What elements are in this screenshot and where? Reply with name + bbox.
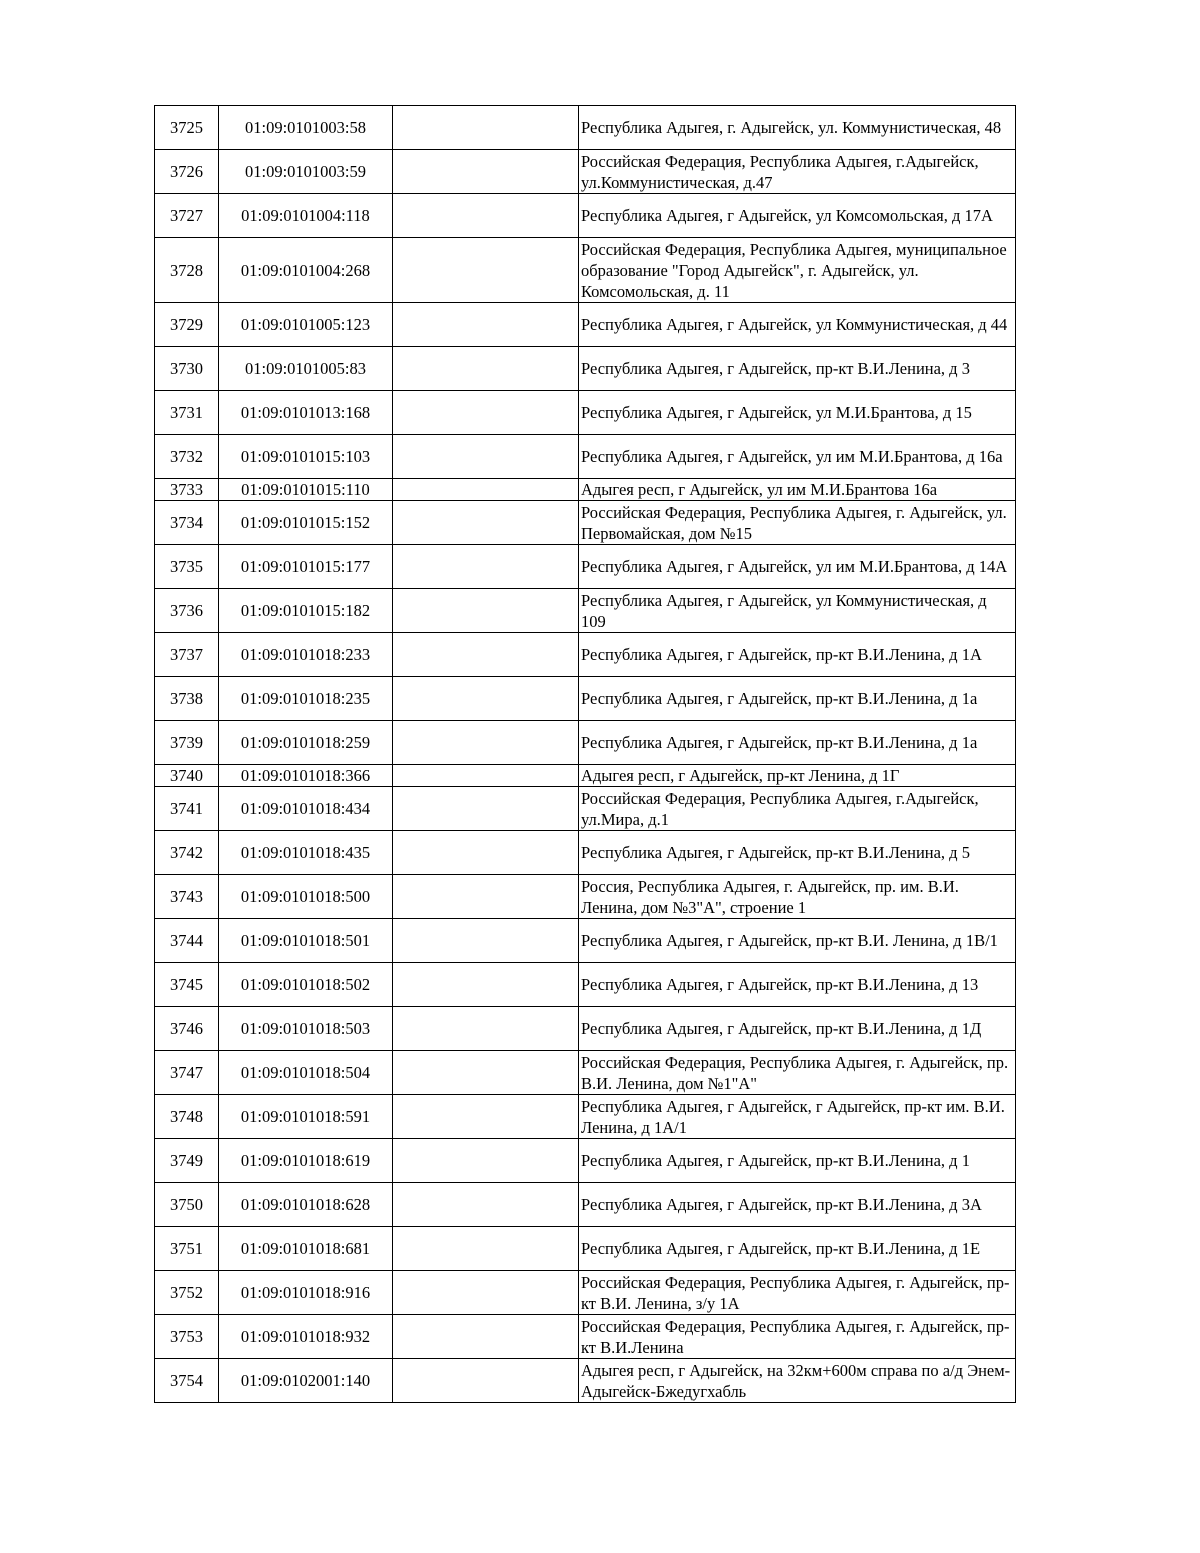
table-row [155, 545, 1016, 589]
table-row [155, 765, 1016, 787]
cadastral-number-cell: 01:09:0102001:140 [219, 1359, 393, 1403]
row-number-cell: 3729 [155, 303, 219, 347]
cadastral-number-cell: 01:09:0101018:591 [219, 1095, 393, 1139]
row-number-cell: 3728 [155, 238, 219, 303]
row-number-cell: 3726 [155, 150, 219, 194]
row-number-cell: 3741 [155, 787, 219, 831]
row-number-cell: 3752 [155, 1271, 219, 1315]
address-cell: Российская Федерация, Республика Адыгея, г. Адыгейск, пр. В.И. Ленина, дом №1"А" [579, 1051, 1016, 1095]
cadastral-number-cell: 01:09:0101018:932 [219, 1315, 393, 1359]
cadastral-number-cell: 01:09:0101018:501 [219, 919, 393, 963]
empty-cell [393, 106, 579, 150]
registry-table [154, 105, 1016, 1403]
row-number-cell: 3750 [155, 1183, 219, 1227]
address-cell: Республика Адыгея, г Адыгейск, ул Комсомольская, д 17А [579, 194, 1016, 238]
row-number-cell: 3736 [155, 589, 219, 633]
empty-cell [393, 765, 579, 787]
address-cell: Адыгея респ, г Адыгейск, ул им М.И.Брантова 16а [579, 479, 1016, 501]
row-number-cell: 3739 [155, 721, 219, 765]
empty-cell [393, 1095, 579, 1139]
table-row [155, 1315, 1016, 1359]
cadastral-number-cell: 01:09:0101018:619 [219, 1139, 393, 1183]
table-row [155, 787, 1016, 831]
row-number-cell: 3743 [155, 875, 219, 919]
address-cell: Республика Адыгея, г Адыгейск, ул им М.И.Брантова, д 14А [579, 545, 1016, 589]
row-number-cell: 3730 [155, 347, 219, 391]
cadastral-number-cell: 01:09:0101018:435 [219, 831, 393, 875]
cadastral-number-cell: 01:09:0101018:628 [219, 1183, 393, 1227]
empty-cell [393, 1007, 579, 1051]
table-row [155, 391, 1016, 435]
address-cell: Республика Адыгея, г Адыгейск, ул Коммунистическая, д 44 [579, 303, 1016, 347]
table-row [155, 1183, 1016, 1227]
table-row [155, 1139, 1016, 1183]
empty-cell [393, 391, 579, 435]
address-cell: Республика Адыгея, г. Адыгейск, ул. Коммунистическая, 48 [579, 106, 1016, 150]
empty-cell [393, 150, 579, 194]
table-row [155, 194, 1016, 238]
empty-cell [393, 963, 579, 1007]
table-row [155, 589, 1016, 633]
empty-cell [393, 787, 579, 831]
address-cell: Республика Адыгея, г Адыгейск, пр-кт В.И.Ленина, д 3 [579, 347, 1016, 391]
row-number-cell: 3725 [155, 106, 219, 150]
table-row [155, 1095, 1016, 1139]
address-cell: Российская Федерация, Республика Адыгея, г. Адыгейск, ул. Первомайская, дом №15 [579, 501, 1016, 545]
address-cell: Республика Адыгея, г Адыгейск, пр-кт В.И.Ленина, д 1Е [579, 1227, 1016, 1271]
empty-cell [393, 435, 579, 479]
empty-cell [393, 303, 579, 347]
row-number-cell: 3754 [155, 1359, 219, 1403]
table-row [155, 150, 1016, 194]
empty-cell [393, 1183, 579, 1227]
address-cell: Российская Федерация, Республика Адыгея, г. Адыгейск, пр-кт В.И.Ленина [579, 1315, 1016, 1359]
table-row [155, 435, 1016, 479]
cadastral-number-cell: 01:09:0101015:110 [219, 479, 393, 501]
row-number-cell: 3731 [155, 391, 219, 435]
row-number-cell: 3742 [155, 831, 219, 875]
address-cell: Республика Адыгея, г Адыгейск, г Адыгейск, пр-кт им. В.И. Ленина, д 1А/1 [579, 1095, 1016, 1139]
table-row [155, 633, 1016, 677]
address-cell: Республика Адыгея, г Адыгейск, ул М.И.Брантова, д 15 [579, 391, 1016, 435]
cadastral-number-cell: 01:09:0101018:502 [219, 963, 393, 1007]
cadastral-number-cell: 01:09:0101018:233 [219, 633, 393, 677]
cadastral-number-cell: 01:09:0101005:123 [219, 303, 393, 347]
empty-cell [393, 1359, 579, 1403]
cadastral-number-cell: 01:09:0101018:504 [219, 1051, 393, 1095]
table-row [155, 106, 1016, 150]
cadastral-number-cell: 01:09:0101015:152 [219, 501, 393, 545]
row-number-cell: 3748 [155, 1095, 219, 1139]
row-number-cell: 3749 [155, 1139, 219, 1183]
row-number-cell: 3751 [155, 1227, 219, 1271]
address-cell: Адыгея респ, г Адыгейск, пр-кт Ленина, д 1Г [579, 765, 1016, 787]
row-number-cell: 3746 [155, 1007, 219, 1051]
row-number-cell: 3734 [155, 501, 219, 545]
row-number-cell: 3732 [155, 435, 219, 479]
empty-cell [393, 1271, 579, 1315]
table-row [155, 831, 1016, 875]
table-row [155, 479, 1016, 501]
table-row [155, 347, 1016, 391]
empty-cell [393, 501, 579, 545]
cadastral-number-cell: 01:09:0101018:259 [219, 721, 393, 765]
empty-cell [393, 347, 579, 391]
empty-cell [393, 1051, 579, 1095]
cadastral-number-cell: 01:09:0101003:59 [219, 150, 393, 194]
empty-cell [393, 875, 579, 919]
row-number-cell: 3745 [155, 963, 219, 1007]
table-row [155, 501, 1016, 545]
address-cell: Республика Адыгея, г Адыгейск, ул им М.И.Брантова, д 16а [579, 435, 1016, 479]
empty-cell [393, 677, 579, 721]
table-row [155, 875, 1016, 919]
row-number-cell: 3735 [155, 545, 219, 589]
cadastral-number-cell: 01:09:0101004:268 [219, 238, 393, 303]
address-cell: Республика Адыгея, г Адыгейск, пр-кт В.И.Ленина, д 1А [579, 633, 1016, 677]
cadastral-number-cell: 01:09:0101013:168 [219, 391, 393, 435]
empty-cell [393, 589, 579, 633]
empty-cell [393, 831, 579, 875]
empty-cell [393, 1139, 579, 1183]
cadastral-number-cell: 01:09:0101018:681 [219, 1227, 393, 1271]
address-cell: Республика Адыгея, г Адыгейск, пр-кт В.И.Ленина, д 1 [579, 1139, 1016, 1183]
empty-cell [393, 545, 579, 589]
row-number-cell: 3747 [155, 1051, 219, 1095]
table-row [155, 1227, 1016, 1271]
address-cell: Республика Адыгея, г Адыгейск, пр-кт В.И.Ленина, д 1Д [579, 1007, 1016, 1051]
cadastral-number-cell: 01:09:0101018:434 [219, 787, 393, 831]
address-cell: Российская Федерация, Республика Адыгея, г.Адыгейск, ул.Коммунистическая, д.47 [579, 150, 1016, 194]
table-row [155, 1051, 1016, 1095]
empty-cell [393, 479, 579, 501]
address-cell: Российская Федерация, Республика Адыгея, г.Адыгейск, ул.Мира, д.1 [579, 787, 1016, 831]
address-cell: Республика Адыгея, г Адыгейск, пр-кт В.И.Ленина, д 1а [579, 677, 1016, 721]
empty-cell [393, 1315, 579, 1359]
table-row [155, 238, 1016, 303]
address-cell: Россия, Республика Адыгея, г. Адыгейск, пр. им. В.И. Ленина, дом №3"А", строение 1 [579, 875, 1016, 919]
cadastral-number-cell: 01:09:0101004:118 [219, 194, 393, 238]
table-row [155, 919, 1016, 963]
empty-cell [393, 194, 579, 238]
row-number-cell: 3727 [155, 194, 219, 238]
row-number-cell: 3733 [155, 479, 219, 501]
cadastral-number-cell: 01:09:0101015:182 [219, 589, 393, 633]
row-number-cell: 3740 [155, 765, 219, 787]
table-row [155, 1271, 1016, 1315]
empty-cell [393, 238, 579, 303]
table-row [155, 1007, 1016, 1051]
cadastral-number-cell: 01:09:0101015:177 [219, 545, 393, 589]
row-number-cell: 3753 [155, 1315, 219, 1359]
address-cell: Республика Адыгея, г Адыгейск, пр-кт В.И.Ленина, д 3А [579, 1183, 1016, 1227]
address-cell: Российская Федерация, Республика Адыгея, муниципальное образование "Город Адыгейск", г. Адыгейск, ул. Комсомольская, д. 11 [579, 238, 1016, 303]
cadastral-number-cell: 01:09:0101018:500 [219, 875, 393, 919]
table-row [155, 677, 1016, 721]
cadastral-number-cell: 01:09:0101018:503 [219, 1007, 393, 1051]
cadastral-number-cell: 01:09:0101003:58 [219, 106, 393, 150]
table-row [155, 1359, 1016, 1403]
table-row [155, 303, 1016, 347]
row-number-cell: 3744 [155, 919, 219, 963]
empty-cell [393, 1227, 579, 1271]
address-cell: Республика Адыгея, г Адыгейск, ул Коммунистическая, д 109 [579, 589, 1016, 633]
cadastral-number-cell: 01:09:0101018:916 [219, 1271, 393, 1315]
address-cell: Республика Адыгея, г Адыгейск, пр-кт В.И. Ленина, д 1В/1 [579, 919, 1016, 963]
row-number-cell: 3737 [155, 633, 219, 677]
address-cell: Республика Адыгея, г Адыгейск, пр-кт В.И.Ленина, д 1а [579, 721, 1016, 765]
table-row [155, 963, 1016, 1007]
table-row [155, 721, 1016, 765]
address-cell: Адыгея респ, г Адыгейск, на 32км+600м справа по а/д Энем-Адыгейск-Бжедугхабль [579, 1359, 1016, 1403]
empty-cell [393, 919, 579, 963]
address-cell: Республика Адыгея, г Адыгейск, пр-кт В.И.Ленина, д 13 [579, 963, 1016, 1007]
address-cell: Республика Адыгея, г Адыгейск, пр-кт В.И.Ленина, д 5 [579, 831, 1016, 875]
empty-cell [393, 721, 579, 765]
cadastral-number-cell: 01:09:0101005:83 [219, 347, 393, 391]
empty-cell [393, 633, 579, 677]
cadastral-number-cell: 01:09:0101015:103 [219, 435, 393, 479]
cadastral-number-cell: 01:09:0101018:235 [219, 677, 393, 721]
row-number-cell: 3738 [155, 677, 219, 721]
address-cell: Российская Федерация, Республика Адыгея, г. Адыгейск, пр-кт В.И. Ленина, з/у 1А [579, 1271, 1016, 1315]
cadastral-number-cell: 01:09:0101018:366 [219, 765, 393, 787]
